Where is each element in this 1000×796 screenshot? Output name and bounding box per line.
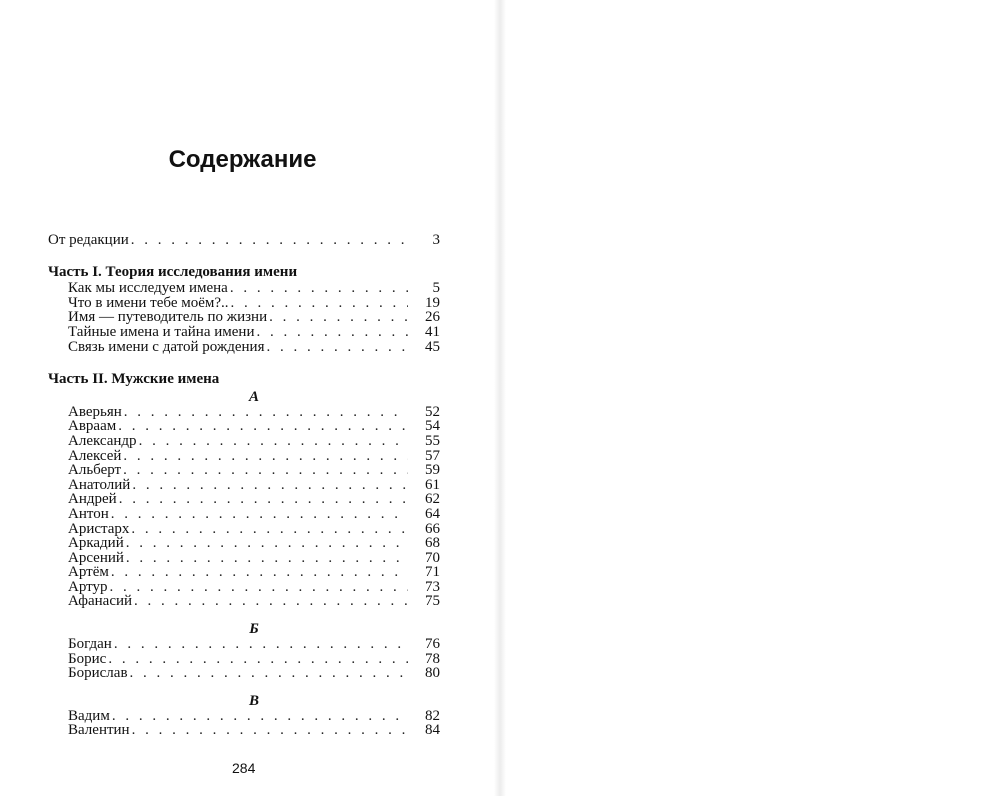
- toc-entry-label: Андрей: [68, 491, 117, 508]
- leader-dots: [124, 405, 408, 420]
- toc-entry-page: 80: [425, 665, 440, 682]
- toc-entry-page: 76: [425, 636, 440, 653]
- toc-left-column: [48, 233, 440, 756]
- toc-entry[interactable]: [68, 281, 440, 296]
- toc-entry-label: Артур: [68, 578, 108, 595]
- toc-entry-label: Тайные имена и тайна имени: [68, 323, 255, 340]
- toc-entry-page: 84: [425, 722, 440, 739]
- leader-dots: [134, 594, 408, 609]
- letter-heading: Б: [249, 621, 259, 638]
- toc-entry-label: Как мы исследуем имена: [68, 280, 228, 297]
- toc-entry-page: 82: [425, 707, 440, 724]
- toc-entry-page: 71: [425, 564, 440, 581]
- leader-dots: [108, 652, 408, 667]
- toc-entry-label: Артём: [68, 564, 109, 581]
- toc-entry[interactable]: [68, 565, 440, 580]
- toc-entry-label: Аверьян: [68, 403, 122, 420]
- leader-dots: [132, 478, 408, 493]
- toc-entry-label: Борислав: [68, 665, 128, 682]
- leader-dots: [266, 340, 408, 355]
- leader-dots: [123, 449, 408, 464]
- toc-entry-label: Аристарх: [68, 520, 130, 537]
- leader-dots: [126, 551, 408, 566]
- letter-heading: В: [248, 692, 259, 709]
- toc-entry[interactable]: [68, 580, 440, 595]
- toc-entry-label: Антон: [68, 505, 109, 522]
- toc-entry-page: 5: [432, 280, 440, 297]
- part-1-section: [48, 265, 440, 355]
- toc-entry[interactable]: [68, 709, 440, 724]
- letter-heading: А: [248, 388, 259, 405]
- toc-entry-label: Арсений: [68, 549, 124, 566]
- leader-dots: [126, 536, 408, 551]
- toc-entry-page: 59: [425, 462, 440, 479]
- toc-entry-label: Афанасий: [68, 593, 133, 610]
- toc-entry[interactable]: [68, 666, 440, 681]
- part-2-groups: [48, 389, 440, 738]
- leader-dots: [119, 492, 408, 507]
- toc-entry-page: 78: [425, 650, 440, 667]
- toc-entry-page: 68: [425, 535, 440, 552]
- toc-entry-page: 41: [425, 323, 440, 340]
- toc-entry-label: Анатолий: [68, 476, 131, 493]
- toc-entry-label: Валентин: [68, 722, 130, 739]
- toc-entry[interactable]: [68, 507, 440, 522]
- toc-entry[interactable]: [68, 551, 440, 566]
- leader-dots: [231, 296, 408, 311]
- toc-entry[interactable]: [68, 434, 440, 449]
- letter-group: [68, 621, 440, 681]
- page-number: 284: [232, 760, 256, 776]
- leader-dots: [111, 565, 408, 580]
- toc-entry-page: 45: [425, 338, 440, 355]
- toc-entry-label: Алексей: [68, 447, 122, 464]
- right-page: [500, 0, 1000, 796]
- toc-entry[interactable]: [68, 405, 440, 420]
- toc-entry-page: 62: [425, 491, 440, 508]
- part-2-section: [48, 372, 440, 738]
- leader-dots: [110, 580, 409, 595]
- toc-entry[interactable]: [68, 310, 440, 325]
- toc-entry[interactable]: [68, 463, 440, 478]
- toc-entry-label: Альберт: [68, 462, 122, 479]
- leader-dots: [111, 507, 408, 522]
- toc-entry-intro[interactable]: [48, 233, 440, 248]
- toc-entry-label: Александр: [68, 432, 137, 449]
- leader-dots: [112, 709, 408, 724]
- toc-entry-label: Авраам: [68, 418, 117, 435]
- toc-entry-label: Богдан: [68, 636, 112, 653]
- toc-entry-page: 19: [425, 294, 440, 311]
- leader-dots: [118, 419, 408, 434]
- toc-entry-page: 3: [432, 232, 440, 248]
- toc-entry-page: 26: [425, 309, 440, 326]
- toc-entry-label: Что в имени тебе моём?..: [68, 294, 229, 311]
- leader-dots: [131, 233, 408, 248]
- toc-entry-page: 64: [425, 505, 440, 522]
- toc-entry[interactable]: [68, 723, 440, 738]
- page-title: Содержание: [168, 146, 317, 173]
- toc-entry[interactable]: [68, 449, 440, 464]
- toc-entry-label: Борис: [68, 650, 107, 667]
- toc-entry-page: 73: [425, 578, 440, 595]
- toc-entry[interactable]: [68, 492, 440, 507]
- toc-entry[interactable]: [68, 325, 440, 340]
- leader-dots: [139, 434, 408, 449]
- leader-dots: [269, 310, 408, 325]
- toc-entry-page: 75: [425, 593, 440, 610]
- toc-entry[interactable]: [68, 594, 440, 609]
- toc-entry[interactable]: [68, 536, 440, 551]
- toc-entry[interactable]: [68, 637, 440, 652]
- leader-dots: [131, 522, 408, 537]
- toc-entry[interactable]: [68, 340, 440, 355]
- toc-entry-page: 52: [425, 403, 440, 420]
- leader-dots: [256, 325, 408, 340]
- toc-entry-label: От редакции: [48, 232, 129, 248]
- leader-dots: [114, 637, 408, 652]
- toc-entry-page: 70: [425, 549, 440, 566]
- leader-dots: [132, 723, 408, 738]
- letter-group: [68, 693, 440, 738]
- part-heading: Часть I. Теория исследования имени: [48, 263, 298, 280]
- toc-entry[interactable]: [68, 419, 440, 434]
- toc-entry-label: Аркадий: [68, 535, 124, 552]
- toc-entry[interactable]: [68, 522, 440, 537]
- toc-entry-label: Вадим: [68, 707, 110, 724]
- toc-entry-page: 61: [425, 476, 440, 493]
- toc-entry-page: 54: [425, 418, 440, 435]
- toc-entry-page: 55: [425, 432, 440, 449]
- toc-entry-label: Имя — путеводитель по жизни: [68, 309, 268, 326]
- part-1-entries: [48, 281, 440, 354]
- toc-entry[interactable]: [68, 478, 440, 493]
- toc-entry[interactable]: [68, 296, 440, 311]
- toc-entry[interactable]: [68, 652, 440, 667]
- toc-entry-label: Связь имени с датой рождения: [68, 338, 265, 355]
- leader-dots: [130, 666, 408, 681]
- letter-group: [68, 389, 440, 609]
- part-heading: Часть II. Мужские имена: [48, 371, 220, 388]
- toc-entry-page: 57: [425, 447, 440, 464]
- leader-dots: [123, 463, 408, 478]
- toc-entry-page: 66: [425, 520, 440, 537]
- leader-dots: [230, 281, 408, 296]
